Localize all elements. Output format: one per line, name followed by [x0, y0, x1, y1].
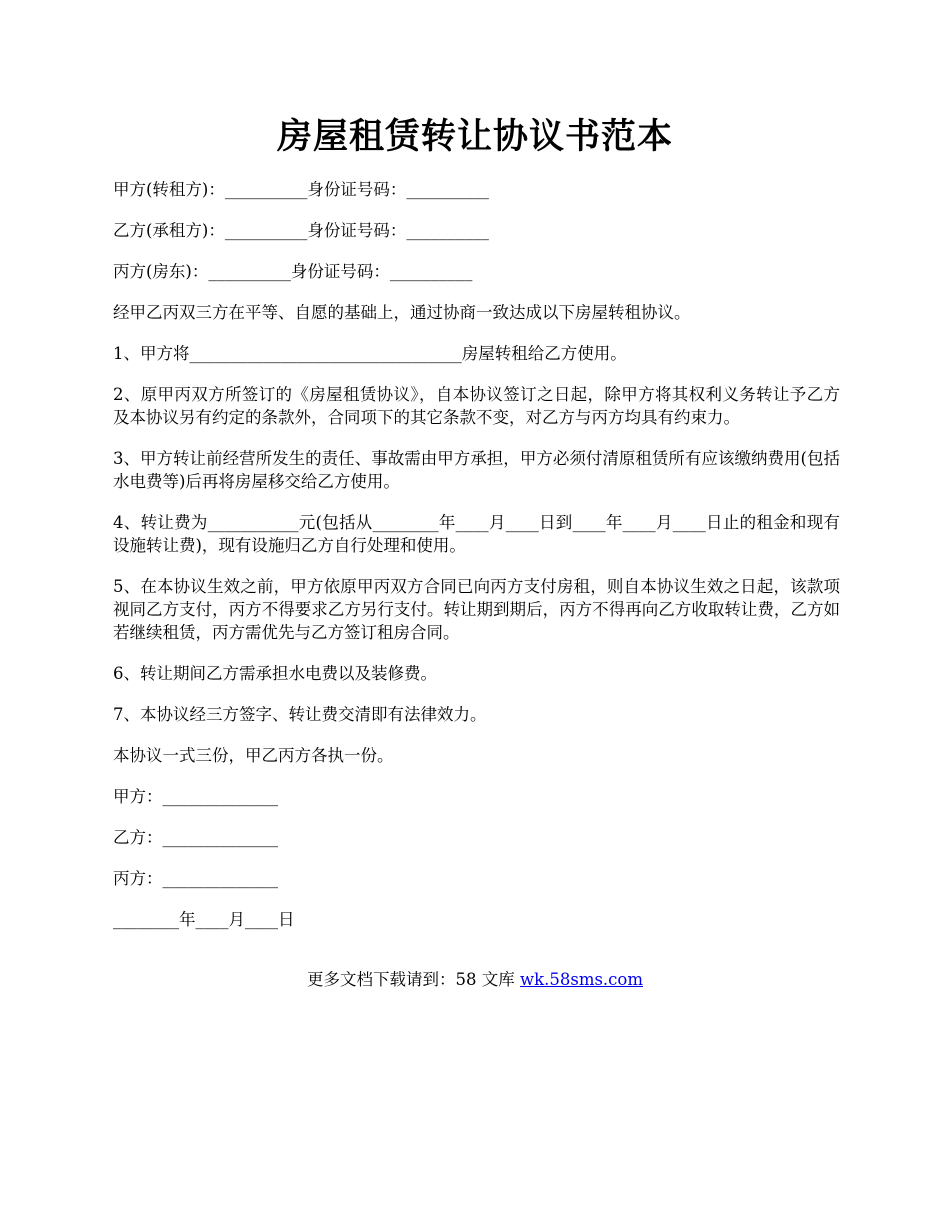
signature-date: ________年____月____日 — [113, 910, 295, 929]
preamble-paragraph: 经甲乙丙双三方在平等、自愿的基础上，通过协商一致达成以下房屋转租协议。 — [113, 303, 691, 322]
download-footer — [0, 968, 950, 991]
copies-statement: 本协议一式三份，甲乙丙方各执一份。 — [113, 746, 394, 765]
signature-party-b: 乙方：______________ — [113, 828, 278, 847]
document-body — [113, 178, 840, 949]
signature-party-c: 丙方：______________ — [113, 869, 278, 888]
clause-3: 3、甲方转让前经营所发生的责任、事故需由甲方承担，甲方必须付清原租赁所有应该缴纳费用(包括水电费等)后再将房屋移交给乙方使用。 — [113, 449, 840, 491]
clause-5: 5、在本协议生效之前，甲方依原甲丙双方合同已向丙方支付房租，则自本协议生效之日起，该款项视同乙方支付，丙方不得要求乙方另行支付。转让期到期后，丙方不得再向乙方收取转让费，乙方如若继续租赁，丙方需优先与乙方签订租房合同。 — [113, 577, 840, 642]
party-b-line: 乙方(承租方)：__________身份证号码：__________ — [113, 221, 489, 240]
clause-2: 2、原甲丙双方所签订的《房屋租赁协议》，自本协议签订之日起，除甲方将其权利义务转让予乙方及本协议另有约定的条款外，合同项下的其它条款不变，对乙方与丙方均具有约束力。 — [113, 385, 840, 427]
footer-text: 更多文档下载请到：58 文库 — [306, 970, 520, 989]
clause-1: 1、甲方将_________________________________房屋转租给乙方使用。 — [113, 344, 627, 363]
clause-4: 4、转让费为___________元(包括从________年____月____日到____年____月____日止的租金和现有设施转让费)，现有设施归乙方自行处理和使用。 — [113, 513, 840, 555]
party-c-line: 丙方(房东)：__________身份证号码：__________ — [113, 262, 473, 281]
clause-6: 6、转让期间乙方需承担水电费以及装修费。 — [113, 664, 437, 683]
clause-7: 7、本协议经三方签字、转让费交清即有法律效力。 — [113, 705, 487, 724]
footer-link[interactable]: wk.58sms.com — [519, 970, 643, 989]
party-a-line: 甲方(转租方)：__________身份证号码：__________ — [113, 180, 489, 199]
document-title: 房屋租赁转让协议书范本 — [276, 116, 673, 157]
signature-party-a: 甲方：______________ — [113, 787, 278, 806]
